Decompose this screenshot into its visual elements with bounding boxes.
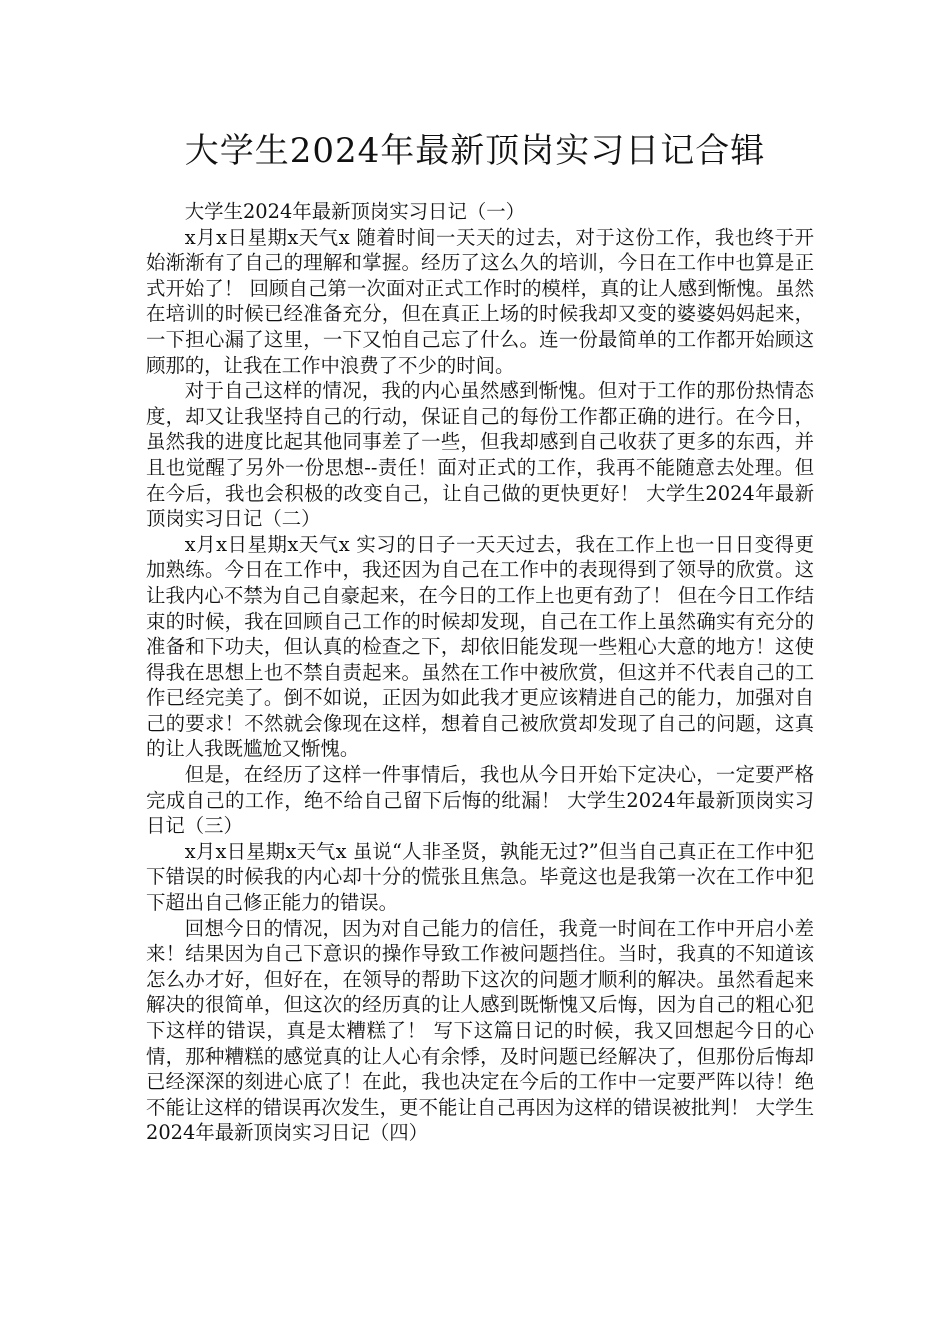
diary-heading-one: 大学生2024年最新顶岗实习日记（一） xyxy=(184,200,526,223)
document-body xyxy=(146,199,814,1146)
body-paragraph: 但是，在经历了这样一件事情后，我也从今日开始下定决心，一定要严格完成自己的工作，绝不给自己留下后悔的纰漏！ 大学生2024年最新顶岗实习日记（三） xyxy=(146,763,814,838)
body-paragraph: x月x日星期x天气x 实习的日子一天天过去，我在工作上也一日日变得更加熟练。今日在工作中，我还因为自己在工作中的表现得到了领导的欣赏。这让我内心不禁为自己自豪起来，在今日的工作上也更有劲了！ 但在今日工作结束的时候，我在回顾自己工作的时候却发现，自己在工作上虽然确实有充分的准备和下功夫，但认真的检查之下，却依旧能发现一些粗心大意的地方！这使得我在思想上也不禁自责起来。虽然在工作中被欣赏，但这并不代表自己的工作已经完美了。倒不如说，正因为如此我才更应该精进自己的能力，加强对自己的要求！不然就会像现在这样，想着自己被欣赏却发现了自己的问题，这真的让人我既尴尬又惭愧。 xyxy=(146,532,814,761)
body-paragraph: x月x日星期x天气x 虽说“人非圣贤，孰能无过?”但当自己真正在工作中犯下错误的时候我的内心却十分的慌张且焦急。毕竟这也是我第一次在工作中犯下超出自己修正能力的错误。 xyxy=(146,839,814,915)
document-title: 大学生2024年最新顶岗实习日记合辑 xyxy=(184,131,766,171)
body-paragraph: 回想今日的情况，因为对自己能力的信任，我竟一时间在工作中开启小差来！结果因为自己下意识的操作导致工作被问题挡住。当时，我真的不知道该怎么办才好，但好在，在领导的帮助下这次的问题才顺利的解决。虽然看起来解决的很简单，但这次的经历真的让人感到既惭愧又后悔，因为自己的粗心犯下这样的错误，真是太糟糕了！ 写下这篇日记的时候，我又回想起今日的心情，那种糟糕的感觉真的让人心有余悸，及时问题已经解决了，但那份后悔却已经深深的刻进心底了！在此，我也决定在今后的工作中一定要严阵以待！绝不能让这样的错误再次发生，更不能让自己再因为这样的错误被批判！ 大学生2024年最新顶岗实习日记（四） xyxy=(146,916,814,1145)
body-paragraph: 对于自己这样的情况，我的内心虽然感到惭愧。但对于工作的那份热情态度，却又让我坚持自己的行动，保证自己的每份工作都正确的进行。在今日，虽然我的进度比起其他同事差了一些，但我却感到自己收获了更多的东西，并且也觉醒了另外一份思想--责任！面对正式的工作，我再不能随意去处理。但在今后，我也会积极的改变自己，让自己做的更快更好！ 大学生2024年最新顶岗实习日记（二） xyxy=(146,379,814,531)
body-paragraph: x月x日星期x天气x 随着时间一天天的过去，对于这份工作，我也终于开始渐渐有了自己的理解和掌握。经历了这么久的培训，今日在工作中也算是正式开始了！ 回顾自己第一次面对正式工作时的模样，真的让人感到惭愧。虽然在培训的时候已经准备充分，但在真正上场的时候我却又变的婆婆妈妈起来，一下担心漏了这里，一下又怕自己忘了什么。连一份最简单的工作都开始顾这顾那的，让我在工作中浪费了不少的时间。 xyxy=(146,225,814,377)
